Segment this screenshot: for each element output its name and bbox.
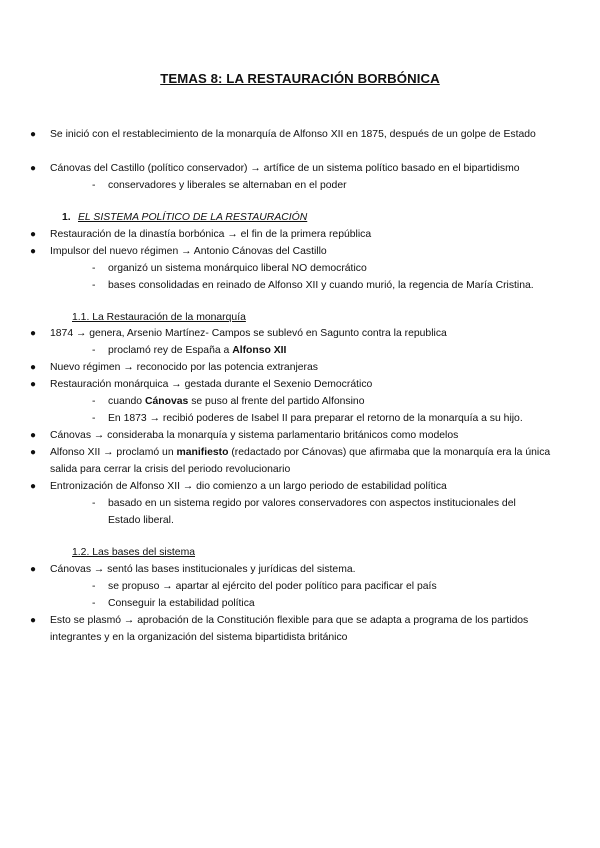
bullet-icon: ●	[30, 246, 37, 257]
sub1-dash-3: En 1873 → recibió poderes de Isabel II para preparar el retorno de la monarquía a su hijo.	[108, 413, 523, 424]
sub1-dash-2-text: cuando	[108, 396, 145, 407]
dash-icon: -	[92, 413, 96, 424]
sub1-dash-2	[108, 393, 365, 410]
dash-icon: -	[92, 598, 96, 609]
bullet-icon: ●	[30, 615, 37, 626]
bullet-icon: ●	[30, 328, 37, 339]
sub1-bullet-4: Cánovas → consideraba la monarquía y sistema parlamentario británicos como modelos	[50, 430, 459, 441]
bullet-icon: ●	[30, 430, 37, 441]
section-1-bullet-1: Restauración de la dinastía borbónica → el fin de la primera república	[50, 229, 372, 240]
sub1-bullet-3: Restauración monárquica → gestada durante el Sexenio Democrático	[50, 379, 373, 390]
bullet-icon: ●	[30, 129, 37, 140]
bullet-icon: ●	[30, 481, 37, 492]
sub2-dash-1: se propuso → apartar al ejército del poder político para pacificar el país	[108, 581, 437, 592]
sub1-bullet-5-bold: manifiesto	[176, 447, 229, 458]
sub1-dash-2-text-end: se puso al frente del partido Alfonsino	[188, 396, 365, 407]
sub1-bullet-2: Nuevo régimen → reconocido por las potencia extranjeras	[50, 362, 318, 373]
dash-icon: -	[92, 263, 96, 274]
page-title: TEMAS 8: LA RESTAURACIÓN BORBÓNICA	[160, 71, 440, 86]
section-1-number: 1.	[62, 212, 71, 223]
dash-icon: -	[92, 581, 96, 592]
bullet-icon: ●	[30, 564, 37, 575]
sub1-dash-1	[108, 342, 286, 359]
section-1-dash-1: organizó un sistema monárquico liberal NO democrático	[108, 263, 367, 274]
dash-icon: -	[92, 396, 96, 407]
sub1-bullet-1: 1874 → genera, Arsenio Martínez- Campos se sublevó en Sagunto contra la republica	[50, 328, 447, 339]
sub1-bullet-5-text: Alfonso XII → proclamó un	[50, 447, 177, 458]
section-1-title: EL SISTEMA POLÍTICO DE LA RESTAURACIÓN	[78, 212, 308, 223]
sub1-bullet-6: Entronización de Alfonso XII → dio comienzo a un largo periodo de estabilidad política	[50, 481, 447, 492]
intro-bullet-2: Cánovas del Castillo (político conservador) → artífice de un sistema político basado en el bipartidismo	[50, 163, 520, 174]
subsection-1-2-title: 1.2. Las bases del sistema	[72, 547, 196, 558]
section-1-bullet-2: Impulsor del nuevo régimen → Antonio Cánovas del Castillo	[50, 246, 327, 257]
bullet-icon: ●	[30, 379, 37, 390]
subsection-1-1-title: 1.1. La Restauración de la monarquía	[72, 312, 246, 323]
intro-bullet-1: Se inició con el restablecimiento de la monarquía de Alfonso XII en 1875, después de un golpe de Estado	[50, 129, 536, 140]
dash-icon: -	[92, 345, 96, 356]
sub2-dash-2: Conseguir la estabilidad política	[108, 598, 255, 609]
sub1-dash-1-bold: Alfonso XII	[232, 345, 287, 356]
sub1-bullet-5-text-end: (redactado por Cánovas) que afirmaba que la monarquía era la única salida para cerrar la crisis del periodo revolucionario	[50, 447, 551, 475]
bullet-icon: ●	[30, 229, 37, 240]
sub1-dash-2-bold: Cánovas	[144, 396, 189, 407]
sub1-dash-4-line-2: Estado liberal.	[108, 515, 174, 526]
bullet-icon: ●	[30, 163, 37, 174]
dash-icon: -	[92, 280, 96, 291]
sub1-bullet-5	[50, 444, 570, 478]
section-1-heading	[62, 209, 307, 226]
section-1-dash-2: bases consolidadas en reinado de Alfonso XII y cuando murió, la regencia de María Cristina.	[108, 280, 534, 291]
sub1-dash-1-text: proclamó rey de España a	[108, 345, 233, 356]
intro-dash-1: conservadores y liberales se alternaban en el poder	[108, 180, 347, 191]
dash-icon: -	[92, 498, 96, 509]
sub1-dash-4-line-1: basado en un sistema regido por valores conservadores con aspectos institucionales del	[108, 498, 516, 509]
sub2-bullet-1: Cánovas → sentó las bases institucionales y jurídicas del sistema.	[50, 564, 356, 575]
sub2-bullet-2: Esto se plasmó → aprobación de la Constitución flexible para que se adapta a programa de los partidos integrantes y en la organización del sistema bipartidista británico	[50, 615, 529, 643]
bullet-icon: ●	[30, 447, 37, 458]
bullet-icon: ●	[30, 362, 37, 373]
dash-icon: -	[92, 180, 96, 191]
